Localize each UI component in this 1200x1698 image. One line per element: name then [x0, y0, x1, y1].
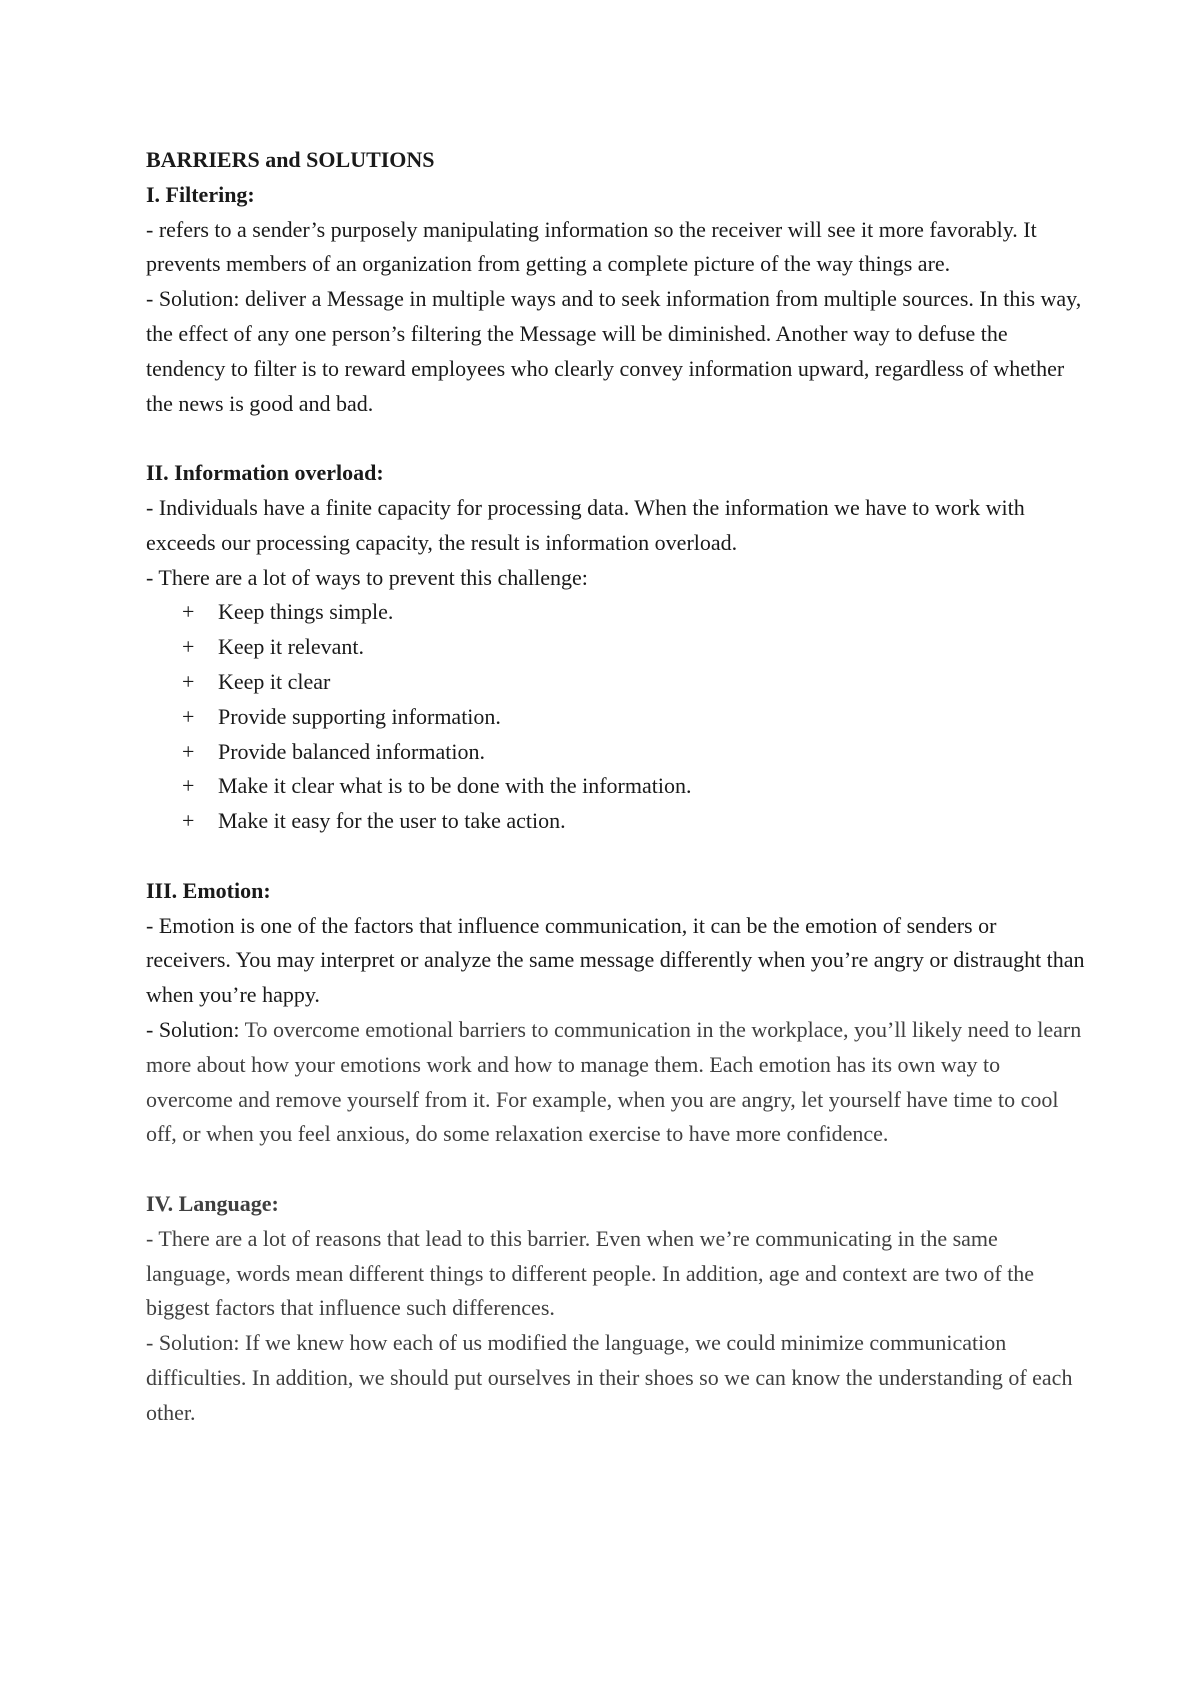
language-definition: - There are a lot of reasons that lead to this barrier. Even when we’re communicating in the same language, words mean different things to different people. In addition, age and context are two of the biggest factors that influence such differences. [146, 1225, 1035, 1321]
list-item [146, 665, 1086, 700]
list-item [146, 700, 1086, 735]
overload-bullet-list [146, 595, 1086, 839]
bullet-text: Provide balanced information. [218, 738, 485, 764]
plus-bullet-icon: + [182, 738, 195, 764]
filtering-definition: - refers to a sender’s purposely manipulating information so the receiver will see it more favorably. It prevents members of an organization from getting a complete picture of the way things are. [146, 216, 1037, 277]
bullet-text: Provide supporting information. [218, 703, 501, 729]
plus-bullet-icon: + [182, 773, 195, 799]
bullet-text: Make it easy for the user to take action. [218, 808, 566, 834]
section-spacer [146, 421, 1086, 456]
plus-bullet-icon: + [182, 634, 195, 660]
list-item [146, 735, 1086, 770]
emotion-solution-label: - Solution: [146, 1016, 240, 1042]
bullet-text: Keep things simple. [218, 599, 394, 625]
section-spacer [146, 839, 1086, 874]
list-item [146, 804, 1086, 839]
document-title: BARRIERS and SOLUTIONS [146, 147, 435, 172]
section-heading-language: IV. Language: [146, 1190, 279, 1216]
language-solution: - Solution: If we knew how each of us modified the language, we could minimize communication difficulties. In addition, we should put ourselves in their shoes so we can know the understanding of each other. [146, 1330, 1073, 1425]
filtering-solution: - Solution: deliver a Message in multiple ways and to seek information from multiple sources. In this way, the effect of any one person’s filtering the Message will be diminished. Another way to defuse the tendency to filter is to reward employees who clearly convey information upward, regardless of whether the news is good and bad. [146, 286, 1082, 416]
bullet-text: Keep it clear [218, 668, 331, 694]
section-heading-filtering: I. Filtering: [146, 181, 255, 207]
emotion-definition: - Emotion is one of the factors that influence communication, it can be the emotion of senders or receivers. You may interpret or analyze the same message differently when you’re angry or distraught than when you’re happy. [146, 912, 1085, 1008]
document-page [146, 143, 1086, 1430]
emotion-solution-text: To overcome emotional barriers to communication in the workplace, you’ll likely need to learn more about how your emotions work and how to manage them. Each emotion has its own way to overcome and remove yourself from it. For example, when you are angry, let yourself have time to cool off, or when you feel anxious, do some relaxation exercise to have more confidence. [146, 1016, 1082, 1147]
list-item [146, 630, 1086, 665]
plus-bullet-icon: + [182, 808, 195, 834]
plus-bullet-icon: + [182, 599, 195, 625]
section-heading-overload: II. Information overload: [146, 460, 384, 486]
overload-definition: - Individuals have a finite capacity for processing data. When the information we have to work with exceeds our processing capacity, the result is information overload. [146, 494, 1025, 555]
overload-intro: - There are a lot of ways to prevent this challenge: [146, 564, 588, 590]
bullet-text: Keep it relevant. [218, 634, 364, 660]
plus-bullet-icon: + [182, 668, 195, 694]
section-spacer [146, 1152, 1086, 1187]
section-heading-emotion: III. Emotion: [146, 877, 271, 903]
list-item [146, 769, 1086, 804]
plus-bullet-icon: + [182, 703, 195, 729]
bullet-text: Make it clear what is to be done with the information. [218, 773, 692, 799]
emotion-solution [146, 1013, 1086, 1152]
list-item [146, 595, 1086, 630]
